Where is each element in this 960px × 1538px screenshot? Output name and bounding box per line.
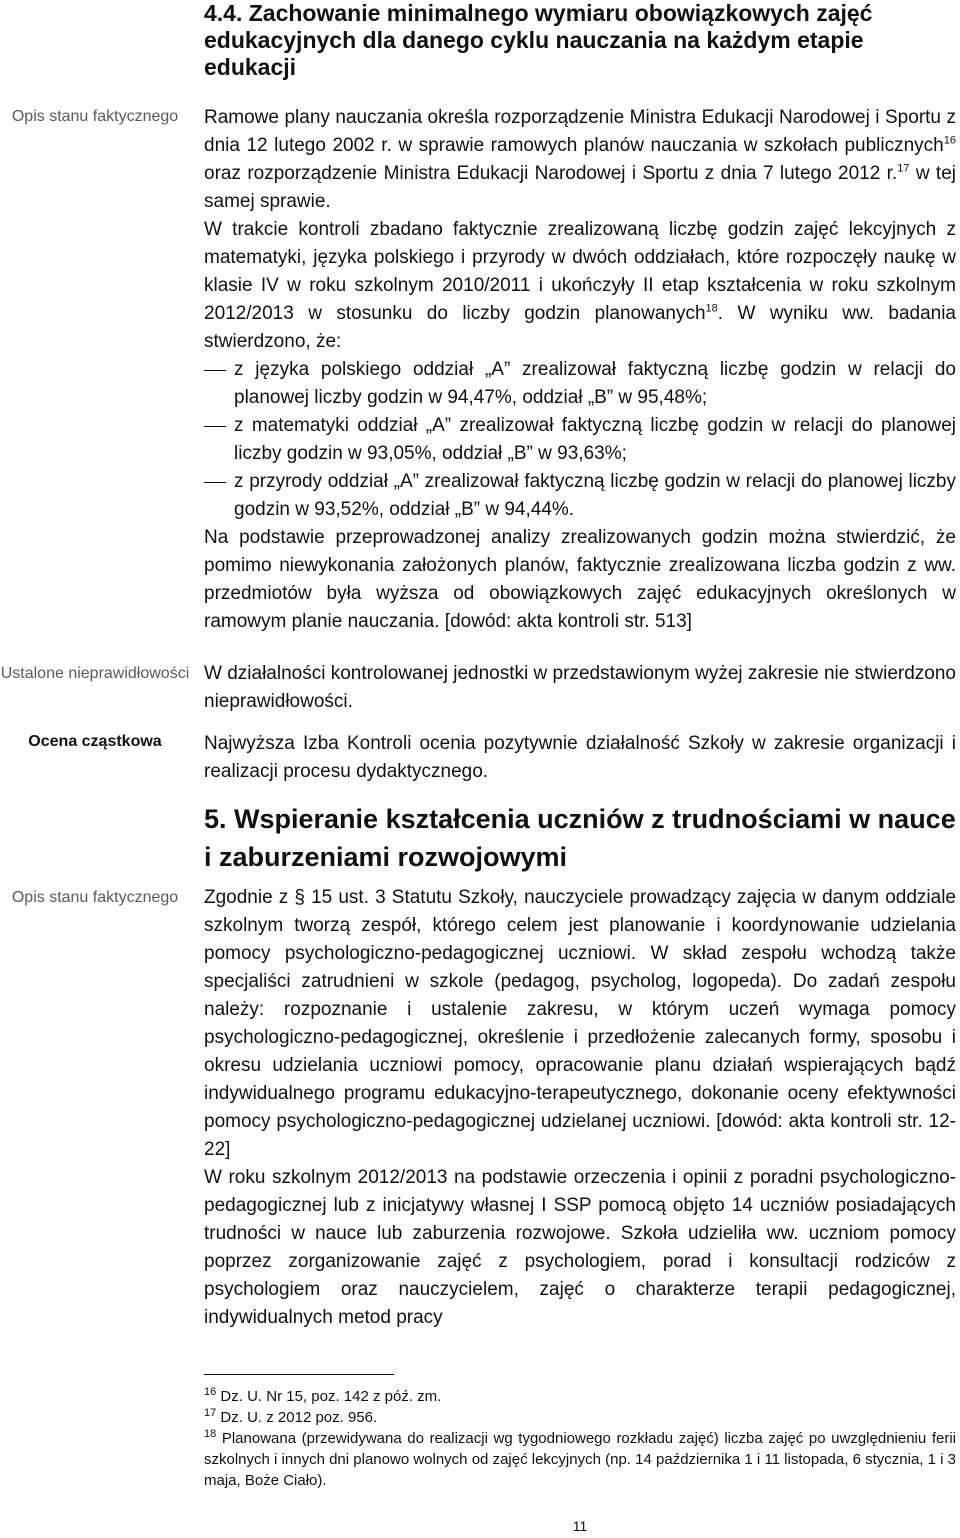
paragraph-ustalone: W działalności kontrolowanej jednostki w przedstawionym wyżej zakresie nie stwierdzono nieprawidłowości. [204,663,956,712]
footnote-number: 16 [204,1386,217,1398]
paragraph-kontrola [204,216,956,356]
footnote-ref-17: 17 [897,162,910,175]
text-run: W trakcie kontroli zbadano faktycznie zrealizowaną liczbę godzin zajęć lekcyjnych z matematyki, języka polskiego i przyrody w dwóch oddziałach, które rozpoczęły naukę w klasie IV w roku szkolnym 2010/2011 i ukończyły II etap kształcenia w roku szkolnym 2012/2013 w stosunku do liczby godzin planowanych [204,219,956,324]
paragraph-rok-szkolny: W roku szkolnym 2012/2013 na podstawie orzeczenia i opinii z poradni psychologiczno-pedagogicznej lub z inicjatywy własnej I SSP pomocą objęto 14 uczniów posiadających trudności w nauce lub zaburzenia rozwojowe. Szkoła udzieliła ww. uczniom pomocy poprzez zorganizowanie zajęć z psychologiem, porad i konsultacji rodziców z psychologiem oraz nauczycielem, zajęć o charakterze terapii pedagogicznej, indywidualnych metod pracy [204,1167,956,1328]
paragraph-ramowe-plany [204,104,956,216]
footnote-number: 17 [204,1407,217,1419]
section-44-body [204,104,956,636]
footnote-separator [204,1374,394,1375]
section-44-heading: 4.4. Zachowanie minimalnego wymiaru obowiązkowych zajęć edukacyjnych dla danego cyklu nauczania na każdym etapie edukacji [204,0,873,80]
footnote-16 [204,1386,956,1407]
dash-bullet-icon [204,482,226,483]
list-item [204,412,956,468]
text-run: w tej samej sprawie. [204,163,956,212]
section-5-body [204,884,956,1332]
text-run: Ramowe plany nauczania określa rozporządzenie Ministra Edukacji Narodowej i Sportu z dnia 12 lutego 2002 r. w sprawie ramowych planów nauczania w szkołach publicznych [204,107,956,156]
footnote-ref-18: 18 [705,302,718,315]
text-run: . W wyniku ww. badania stwierdzono, że: [204,303,956,352]
section-5-heading: 5. Wspieranie kształcenia uczniów z trudnościami w nauce i zaburzeniami rozwojowymi [204,804,956,872]
list-item-text: z przyrody oddział „A” zrealizował faktyczną liczbę godzin w relacji do planowej liczby godzin w 93,52%, oddział „B” w 94,44%. [234,471,956,520]
page-number: 11 [572,1518,588,1534]
dash-bullet-icon [204,426,226,427]
footnote-number: 18 [204,1428,217,1440]
list-item-text: z języka polskiego oddział „A” zrealizował faktyczną liczbę godzin w relacji do planowej liczby godzin w 94,47%, oddział „B” w 95,48%; [234,359,956,408]
sidebar-label-ustalone: Ustalone nieprawidłowości [0,665,190,682]
footnote-text: Dz. U. z 2012 poz. 956. [220,1409,378,1426]
list-item [204,356,956,412]
results-list [204,356,956,524]
footnote-17 [204,1407,956,1428]
paragraph-analiza: Na podstawie przeprowadzonej analizy zrealizowanych godzin można stwierdzić, że pomimo niewykonania założonych planów, faktycznie zrealizowana liczba godzin z ww. przedmiotów była wyższa od obowiązkowych zajęć edukacyjnych określonych w ramowym planie nauczania. [dowód: akta kontroli str. 513] [204,527,956,632]
text-run: oraz rozporządzenie Ministra Edukacji Narodowej i Sportu z dnia 7 lutego 2012 r. [204,163,898,184]
paragraph-statut: Zgodnie z § 15 ust. 3 Statutu Szkoły, nauczyciele prowadzący zajęcia w danym oddziale szkolnym tworzą zespół, którego celem jest planowanie i koordynowanie udzielania pomocy psychologiczno-pedagogicznej uczniowi. W skład zespołu wchodzą także specjaliści zatrudnieni w szkole (pedagog, psycholog, logopeda). Do zadań zespołu należy: rozpoznanie i ustalenie zakresu, w którym uczeń wymaga pomocy psychologiczno-pedagogicznej, określenie i przedłożenie zalecanych formy, sposobu i okresu udzielania uczniowi pomocy, opracowanie planu działań wspierających bądź indywidualnego programu edukacyjno-terapeutycznego, dokonanie oceny efektywności pomocy psychologiczno-pedagogicznej udzielanej uczniowi. [dowód: akta kontroli str. 12-22] [204,887,956,1160]
footnotes [204,1386,956,1491]
footnote-text: Planowana (przewidywana do realizacji wg tygodniowego rozkładu zajęć) liczba zajęć po uwzględnieniu ferii szkolnych i innych dni planowo wolnych od zajęć lekcyjnych (np. 14 października 1 i 11 listopada, 6 stycznia, 1 i 3 maja, Boże Ciało). [204,1430,956,1489]
footnote-text: Dz. U. Nr 15, poz. 142 z póź. zm. [220,1388,442,1405]
list-item [204,468,956,524]
sidebar-label-ocena: Ocena cząstkowa [28,733,162,750]
list-item-text: z matematyki oddział „A” zrealizował faktyczną liczbę godzin w relacji do planowej liczby godzin w 93,05%, oddział „B” w 93,63%; [234,415,956,464]
sidebar-label-opis-stanu-1: Opis stanu faktycznego [11,108,179,125]
sidebar-label-opis-stanu-2: Opis stanu faktycznego [11,889,179,906]
dash-bullet-icon [204,370,226,371]
paragraph-ocena: Najwyższa Izba Kontroli ocenia pozytywnie działalność Szkoły w zakresie organizacji i realizacji procesu dydaktycznego. [204,733,956,782]
footnote-18 [204,1428,956,1491]
footnote-ref-16: 16 [943,134,956,147]
